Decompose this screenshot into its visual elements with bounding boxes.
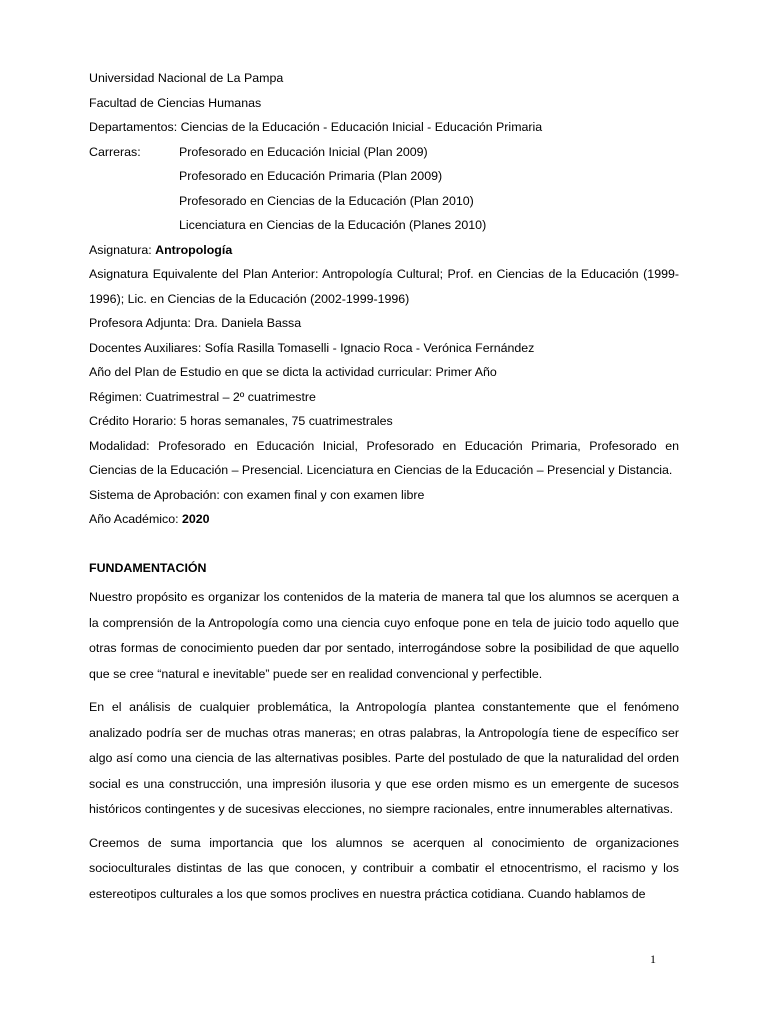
professor-line: Profesora Adjunta: Dra. Daniela Bassa [89,316,302,330]
faculty-name: Facultad de Ciencias Humanas [89,95,262,110]
career-item: Licenciatura en Ciencias de la Educación (Planes 2010) [179,218,487,232]
careers-block [89,140,679,165]
regime-line: Régimen: Cuatrimestral – 2º cuatrimestre [89,389,316,404]
career-item: Profesorado en Ciencias de la Educación (Plan 2010) [179,193,474,208]
approval-line: Sistema de Aprobación: con examen final y con examen libre [89,487,425,502]
departments-line: Departamentos: Ciencias de la Educación - Educación Inicial - Educación Primaria [89,120,543,134]
subject-line [89,238,679,263]
academic-year-label: Año Académico: [89,512,182,526]
careers-label: Carreras: [89,144,141,159]
section-heading: FUNDAMENTACIÓN [89,560,207,575]
academic-year-value: 2020 [181,512,210,526]
plan-year-line: Año del Plan de Estudio en que se dicta la actividad curricular: Primer Año [89,365,497,379]
career-item: Profesorado en Educación Inicial (Plan 2009) [179,144,428,159]
university-name: Universidad Nacional de La Pampa [89,71,284,85]
document-content [89,66,679,915]
section-paragraph: En el análisis de cualquier problemática, la Antropología plantea constantemente que el fenómeno analizado podría ser de muchas otras maneras; en otras palabras, la Antropología tiene de específico ser algo así como una ciencia de las alternativas posibles. Parte del postulado de que la naturalidad del orden social es una construcción, una impresión ilusoria y que ese orden mismo es un emergente de sucesos históricos contingentes y de sucesivas elecciones, no siempre racionales, entre innumerables alternativas. [89,700,679,816]
section-paragraph: Nuestro propósito es organizar los contenidos de la materia de manera tal que los alumnos se acerquen a la comprensión de la Antropología como una ciencia cuyo enfoque pone en tela de juicio todo aquello que otras formas de conocimiento pueden dar por sentado, interrogándose sobre la posibilidad de que aquello que se cree “natural e inevitable” puede ser en realidad convencional y perfectible. [89,590,679,681]
assistants-line: Docentes Auxiliares: Sofía Rasilla Tomaselli - Ignacio Roca - Verónica Fernández [89,340,535,355]
page-number: 1 [650,952,656,966]
academic-year-line [89,507,679,532]
modality-line: Modalidad: Profesorado en Educación Inicial, Profesorado en Educación Primaria, Profesorado en Ciencias de la Educación – Presencial. Licenciatura en Ciencias de la Educación – Presencial y Distancia. [89,438,679,477]
career-item: Profesorado en Educación Primaria (Plan 2009) [179,169,443,183]
equivalent-subject-line: Asignatura Equivalente del Plan Anterior: Antropología Cultural; Prof. en Ciencias de la Educación (1999-1996); Lic. en Ciencias de la Educación (2002-1999-1996) [89,267,679,306]
hours-line: Crédito Horario: 5 horas semanales, 75 cuatrimestrales [89,414,393,428]
subject-label: Asignatura: [89,242,156,257]
subject-value: Antropología [155,242,233,257]
section-paragraph: Creemos de suma importancia que los alumnos se acerquen al conocimiento de organizaciones socioculturales distintas de las que conocen, y contribuir a combatir el etnocentrismo, el racismo y los estereotipos culturales a los que somos proclives en nuestra práctica cotidiana. Cuando hablamos de [89,835,679,901]
